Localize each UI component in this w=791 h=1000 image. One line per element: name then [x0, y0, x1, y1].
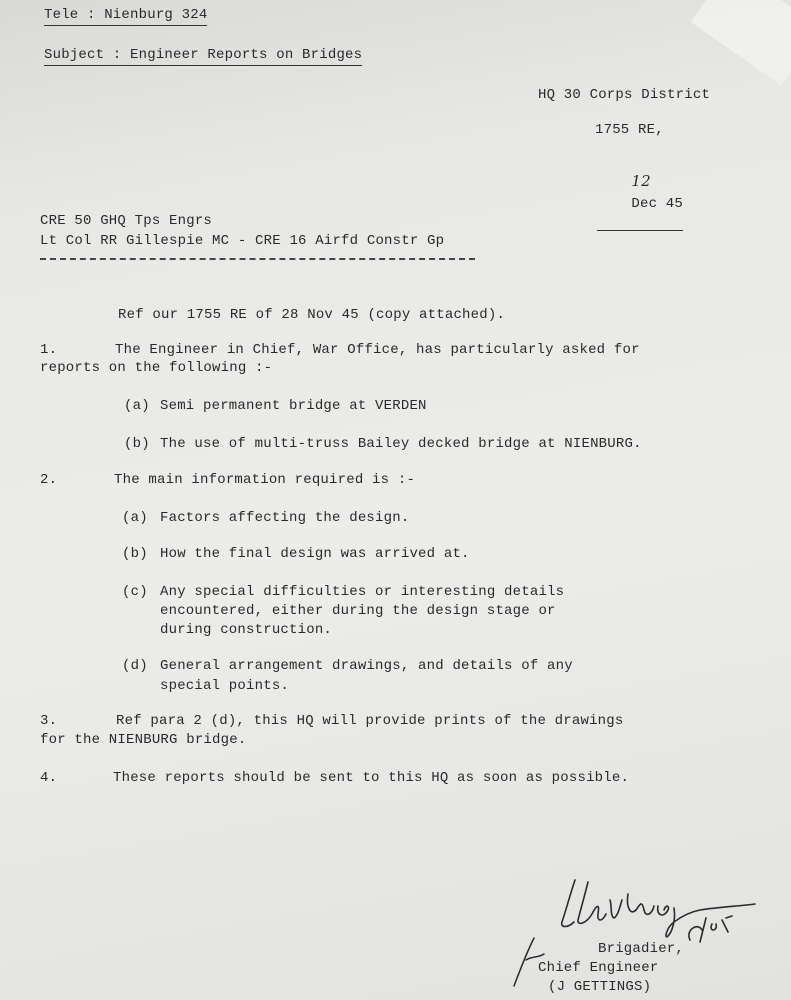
folded-corner: [691, 0, 791, 85]
para-2b-text: How the final design was arrived at.: [160, 546, 470, 562]
para-1b-label: (b): [124, 436, 150, 452]
signatory-rank: Brigadier,: [598, 941, 685, 957]
hq-line: HQ 30 Corps District: [538, 87, 711, 103]
date-line: [597, 160, 683, 231]
para-2d-label: (d): [122, 658, 148, 674]
para-3-line-1: Ref para 2 (d), this HQ will provide prints of the drawings: [116, 713, 624, 729]
para-2c-label: (c): [122, 584, 148, 600]
para-1-line-1: The Engineer in Chief, War Office, has particularly asked for: [115, 342, 640, 358]
para-2d-line-2: special points.: [160, 678, 290, 694]
addressee-underline: [40, 258, 475, 260]
tele-line: Tele : Nienburg 324: [44, 7, 207, 26]
signatory-name: (J GETTINGS): [548, 979, 652, 995]
para-2-number: 2.: [40, 472, 58, 488]
subject-line: Subject : Engineer Reports on Bridges: [44, 47, 362, 66]
para-3-number: 3.: [40, 713, 58, 729]
para-2c-line-3: during construction.: [160, 622, 333, 638]
para-2b-label: (b): [122, 546, 148, 562]
date-day-handwritten: 12: [631, 172, 651, 190]
para-4-number: 4.: [40, 770, 58, 786]
reference-line: Ref our 1755 RE of 28 Nov 45 (copy attached).: [118, 307, 506, 323]
date-rest: Dec 45: [631, 196, 684, 212]
para-2d-line-1: General arrangement drawings, and details of any: [160, 658, 573, 674]
para-1-number: 1.: [40, 342, 58, 358]
addressee-1: CRE 50 GHQ Tps Engrs: [40, 213, 213, 229]
addressee-2: Lt Col RR Gillespie MC - CRE 16 Airfd Constr Gp: [40, 233, 445, 249]
para-2c-line-1: Any special difficulties or interesting details: [160, 584, 565, 600]
para-2c-line-2: encountered, either during the design stage or: [160, 603, 556, 619]
para-2-line-1: The main information required is :-: [114, 472, 416, 488]
ref-line: 1755 RE,: [595, 122, 664, 138]
para-2a-label: (a): [122, 510, 148, 526]
para-2a-text: Factors affecting the design.: [160, 510, 410, 526]
para-3-line-2: for the NIENBURG bridge.: [40, 732, 247, 748]
para-1a-label: (a): [124, 398, 150, 414]
para-1b-text: The use of multi-truss Bailey decked bridge at NIENBURG.: [160, 436, 642, 452]
para-4-line-1: These reports should be sent to this HQ as soon as possible.: [113, 770, 630, 786]
para-1-line-2: reports on the following :-: [40, 360, 273, 376]
para-1a-text: Semi permanent bridge at VERDEN: [160, 398, 427, 414]
signatory-title: Chief Engineer: [538, 960, 659, 976]
